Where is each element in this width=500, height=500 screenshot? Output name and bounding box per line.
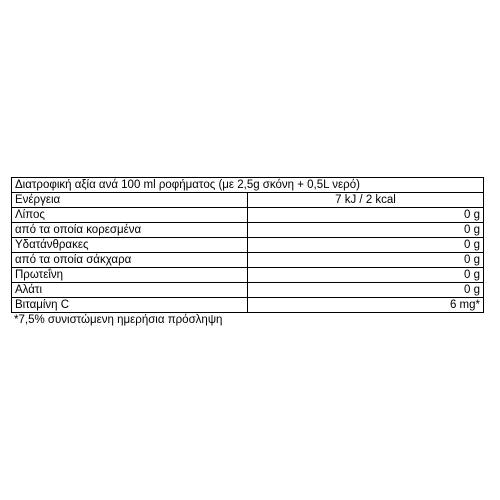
row-value: 0 g (248, 268, 484, 283)
table-row-salt (12, 283, 484, 298)
row-label: Ενέργεια (12, 193, 248, 208)
row-label: Υδατάνθρακες (12, 238, 248, 253)
row-value: 0 g (248, 223, 484, 238)
table-row-fat (12, 208, 484, 223)
nutrition-facts-table (11, 177, 484, 313)
table-row-carbohydrates (12, 238, 484, 253)
table-row-vitamin-c (12, 298, 484, 313)
row-value: 0 g (248, 253, 484, 268)
table-header: Διατροφική αξία ανά 100 ml ροφήματος (με 2,5g σκόνη + 0,5L νερό) (12, 178, 484, 193)
row-label: Λίπος (12, 208, 248, 223)
table-row-energy (12, 193, 484, 208)
row-label: από τα οποία σάκχαρα (12, 253, 248, 268)
row-value: 0 g (248, 208, 484, 223)
row-value: 7 kJ / 2 kcal (248, 193, 484, 208)
table-row-saturated (12, 223, 484, 238)
row-value: 0 g (248, 238, 484, 253)
row-label: Βιταμίνη C (12, 298, 248, 313)
row-value: 6 mg* (248, 298, 484, 313)
row-label: Πρωτεΐνη (12, 268, 248, 283)
row-value: 0 g (248, 283, 484, 298)
table-row-protein (12, 268, 484, 283)
table-header-row (12, 178, 484, 193)
row-label: Αλάτι (12, 283, 248, 298)
footnote: *7,5% συνιστώμενη ημερήσια πρόσληψη (14, 314, 223, 326)
row-label: από τα οποία κορεσμένα (12, 223, 248, 238)
table-row-sugars (12, 253, 484, 268)
